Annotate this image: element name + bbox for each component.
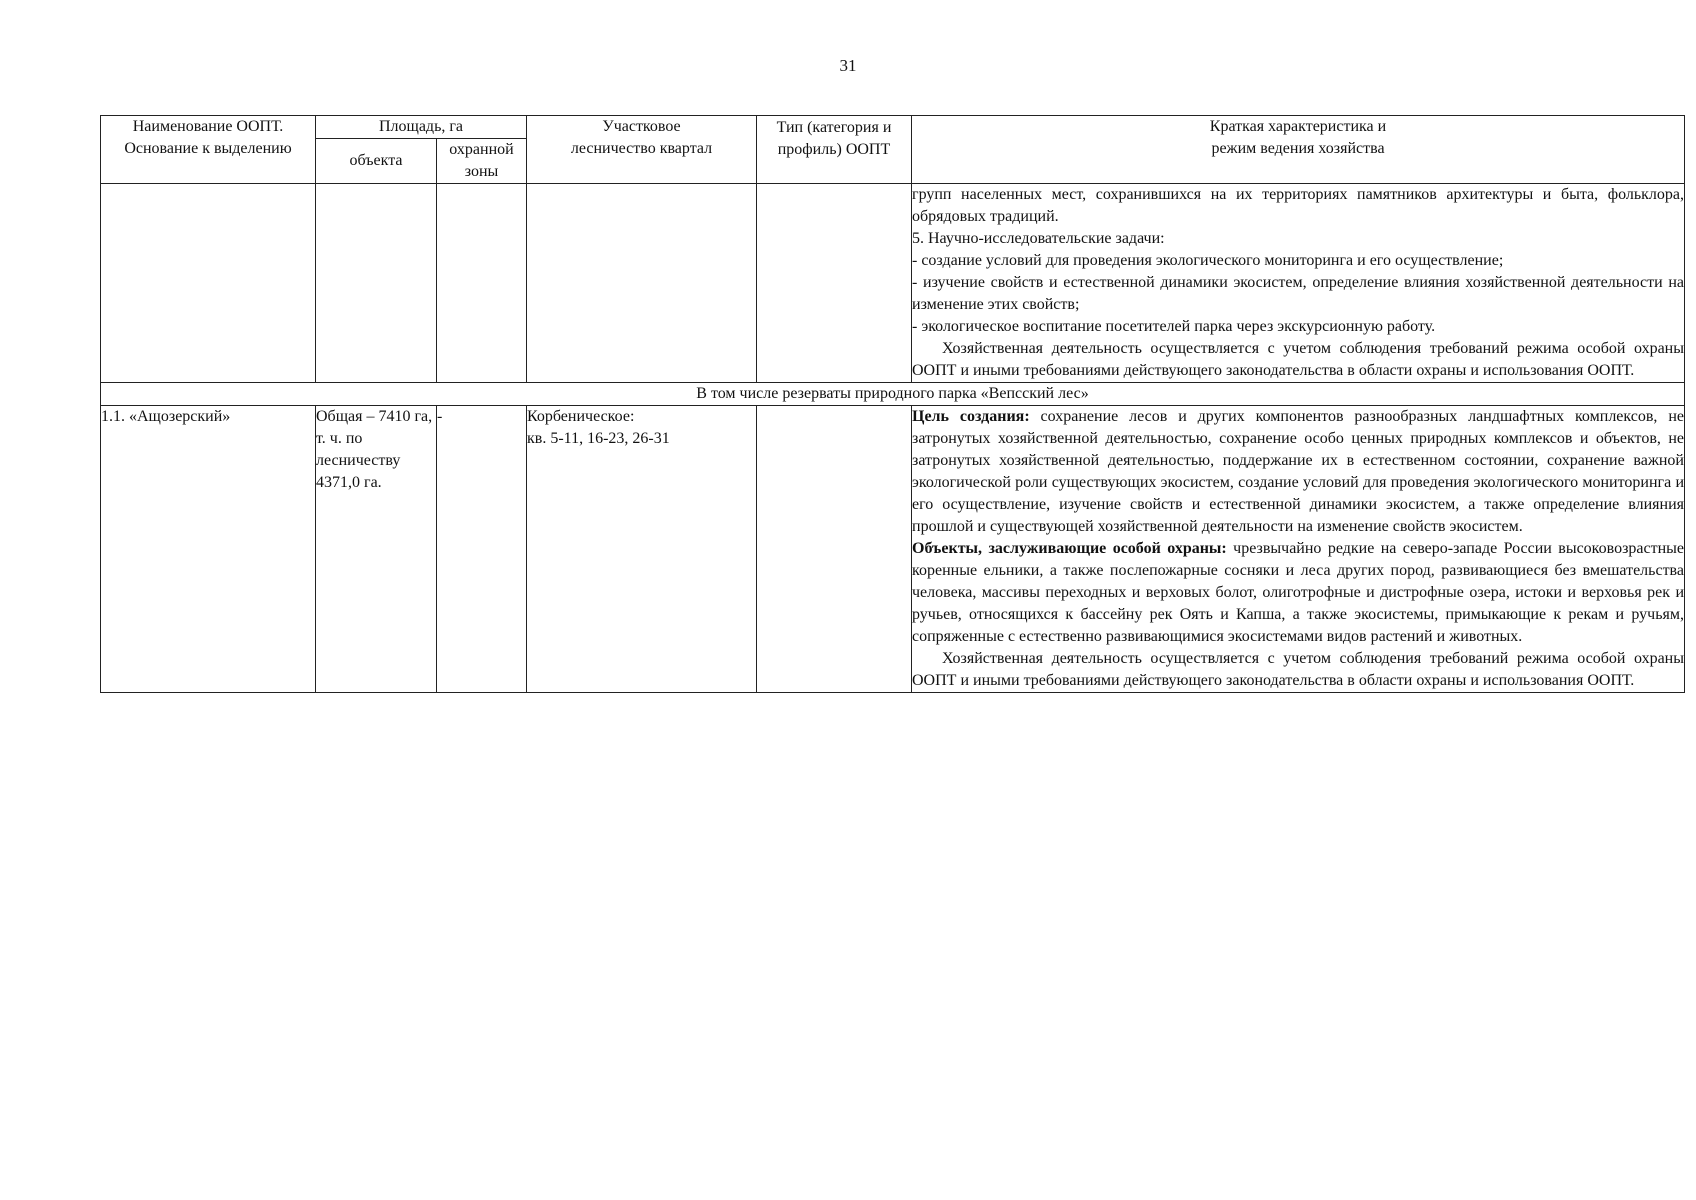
header-row xyxy=(101,116,1685,139)
goal-label: Цель создания: xyxy=(912,408,1030,425)
entry-area-zone: - xyxy=(437,406,527,693)
entry-quarters: кв. 5-11, 16-23, 26-31 xyxy=(527,430,670,447)
entry-type xyxy=(757,406,912,693)
continuation-row xyxy=(101,184,1685,383)
goal-paragraph xyxy=(912,406,1684,538)
entry-area-object: Общая – 7410 га, т. ч. по лесничеству 4371,0 га. xyxy=(316,406,437,693)
entry-name: 1.1. «Ащозерский» xyxy=(101,406,316,693)
header-description: Краткая характеристика и режим ведения хозяйства xyxy=(912,116,1685,184)
section-title: В том числе резерваты природного парка «Вепсский лес» xyxy=(101,383,1685,406)
header-name: Наименование ООПТ. Основание к выделению xyxy=(101,116,316,184)
goal-text: сохранение лесов и других компонентов разнообразных ландшафтных комплексов, не затронутых хозяйственной деятельностью, сохранение особо ценных природных комплексов и объектов, не затронутых хозяйственной деятельностью, поддержание их в естественном состоянии, сохранение важной экологической роли существующих экосистем, создание условий для проведения экологического мониторинга и его осуществление, изучение свойств и естественной динамики экосистем, а также определение влияния прошлой и существующей хозяйственной деятельности на изменение свойств экосистем. xyxy=(912,408,1684,535)
entry-closing: Хозяйственная деятельность осуществляется с учетом соблюдения требований режима особой охраны ООПТ и иными требованиями действующего законодательства в области охраны и использования ООПТ. xyxy=(912,650,1684,689)
entry-forestry xyxy=(527,406,757,693)
protected-areas-table xyxy=(100,115,1685,693)
objects-paragraph xyxy=(912,538,1684,648)
page-number: 31 xyxy=(839,56,857,75)
section-row xyxy=(101,383,1685,406)
continuation-line: групп населенных мест, сохранившихся на их территориях памятников архитектуры и быта, фольклора, обрядовых традиций. xyxy=(912,186,1684,225)
objects-label: Объекты, заслуживающие особой охраны: xyxy=(912,540,1227,557)
objects-text: чрезвычайно редкие на северо-западе России высоковозрастные коренные ельники, а также послепожарные сосняки и леса других пород, развивающиеся без вмешательства человека, массивы переходных и верховых болот, олиготрофные и дистрофные озера, истоки и верховья рек и ручьев, относящихся к бассейну рек Оять и Капша, а также экосистемы, примыкающие к рекам и ручьям, сопряженные с естественно развивающимися экосистемами видов растений и животных. xyxy=(912,540,1685,645)
continuation-closing: Хозяйственная деятельность осуществляется с учетом соблюдения требований режима особой охраны ООПТ и иными требованиями действующего законодательства в области охраны и использования ООПТ. xyxy=(912,340,1684,379)
continuation-line: - создание условий для проведения экологического мониторинга и его осуществление; xyxy=(912,252,1504,269)
continuation-line: - экологическое воспитание посетителей парка через экскурсионную работу. xyxy=(912,318,1436,335)
continuation-line: - изучение свойств и естественной динамики экосистем, определение влияния хозяйственной деятельности на изменение этих свойств; xyxy=(912,274,1684,313)
header-forestry: Участковое лесничество квартал xyxy=(527,116,757,184)
continuation-description xyxy=(912,184,1685,383)
header-area-object: объекта xyxy=(316,139,437,184)
continuation-line: 5. Научно-исследовательские задачи: xyxy=(912,230,1165,247)
header-area-zone: охранной зоны xyxy=(437,139,527,184)
entry-forestry-name: Корбеническое: xyxy=(527,408,635,425)
entry-description xyxy=(912,406,1685,693)
entry-row xyxy=(101,406,1685,693)
header-area: Площадь, га xyxy=(316,116,527,139)
header-type: Тип (категория и профиль) ООПТ xyxy=(757,116,912,184)
